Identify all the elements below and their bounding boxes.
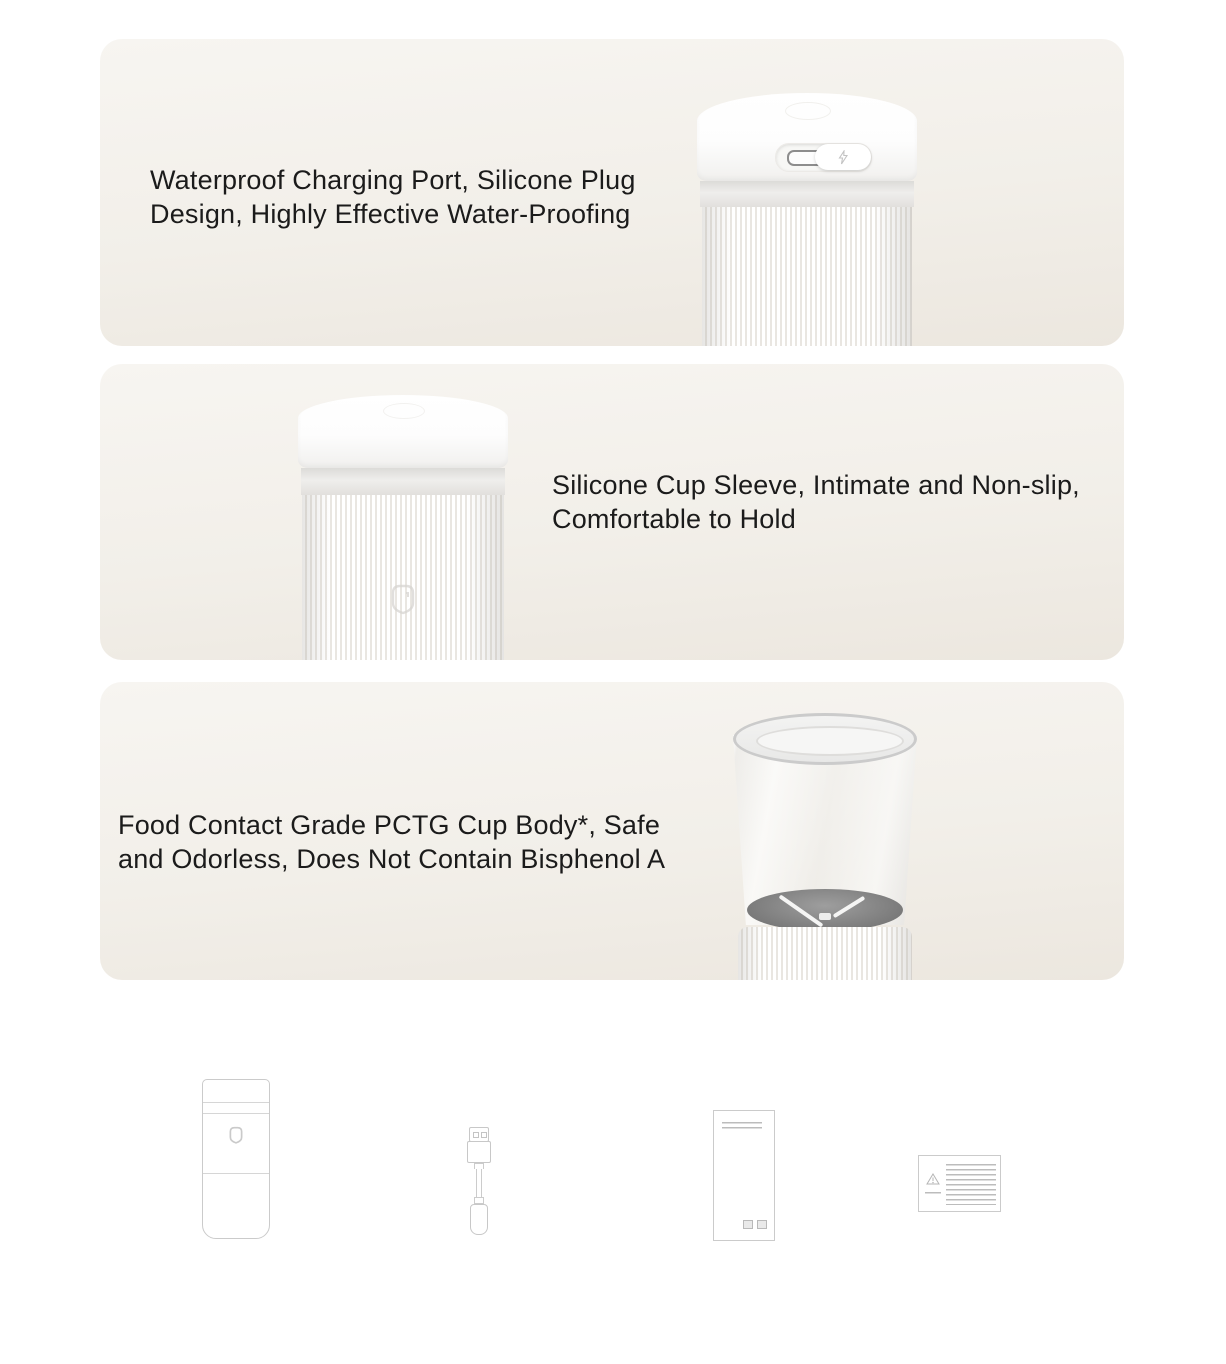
feature-line: Silicone Cup Sleeve, Intimate and Non-slip,	[552, 470, 1080, 500]
product-photo-pctg-cup	[733, 713, 917, 980]
charging-port-recess	[775, 143, 872, 172]
feature-panel-waterproof-port	[100, 39, 1124, 346]
cable-wire	[476, 1169, 482, 1197]
usb-a-housing	[467, 1141, 491, 1163]
feature-line: and Odorless, Does Not Contain Bisphenol A	[118, 844, 666, 874]
ribbed-base	[738, 927, 912, 980]
translucent-band	[301, 468, 505, 495]
feature-line: Waterproof Charging Port, Silicone Plug	[150, 165, 636, 195]
warning-caption-text	[925, 1192, 941, 1196]
product-photo-silicone-sleeve	[298, 395, 508, 660]
warning-triangle-icon	[926, 1173, 940, 1185]
certification-marks-icon	[743, 1220, 767, 1229]
lid-button	[383, 403, 425, 419]
transparent-cup-rim-inner	[756, 726, 904, 756]
juicer-outline-icon	[202, 1079, 270, 1239]
blade-icon	[833, 896, 866, 918]
transparent-cup-rim	[733, 713, 917, 765]
usb-cable-icon	[465, 1127, 493, 1235]
silicone-plug	[815, 144, 871, 170]
mijia-logo-icon	[389, 583, 417, 615]
ribbed-cup-body	[702, 207, 912, 346]
warning-block	[925, 1172, 941, 1196]
usb-c-connector	[470, 1204, 488, 1235]
lightning-icon	[837, 150, 849, 165]
feature-line: Comfortable to Hold	[552, 504, 796, 534]
product-photo-charging-port	[697, 93, 917, 346]
usb-pin	[481, 1132, 487, 1138]
feature-text-waterproof-port	[150, 163, 636, 231]
feature-text-silicone-sleeve	[552, 468, 1080, 536]
mijia-logo-icon	[228, 1126, 244, 1144]
cable-strain-relief	[474, 1197, 484, 1204]
usb-a-connector	[469, 1127, 489, 1142]
feature-line: Food Contact Grade PCTG Cup Body*, Safe	[118, 810, 661, 840]
feature-text-pctg-cup	[118, 808, 665, 876]
ribbed-cup-body	[302, 495, 504, 660]
blade-icon	[779, 894, 824, 927]
feature-line: Design, Highly Effective Water-Proofing	[150, 199, 631, 229]
warranty-card-icon	[918, 1155, 1001, 1212]
notice-body-text	[946, 1164, 996, 1205]
usb-pin	[473, 1132, 479, 1138]
juicer-lid	[697, 93, 917, 181]
manual-title-text	[722, 1122, 762, 1131]
blade-chamber	[747, 889, 903, 931]
sleeve-seam-line	[203, 1173, 269, 1174]
band-seam-line	[203, 1113, 269, 1114]
blade-hub	[819, 913, 831, 920]
mijia-logo-icon	[785, 102, 831, 120]
feature-panel-pctg-cup	[100, 682, 1124, 980]
lid-seam-line	[203, 1102, 269, 1103]
juicer-lid	[298, 395, 508, 468]
feature-panel-silicone-sleeve	[100, 364, 1124, 660]
translucent-band	[700, 181, 914, 207]
user-manual-icon	[713, 1110, 775, 1241]
